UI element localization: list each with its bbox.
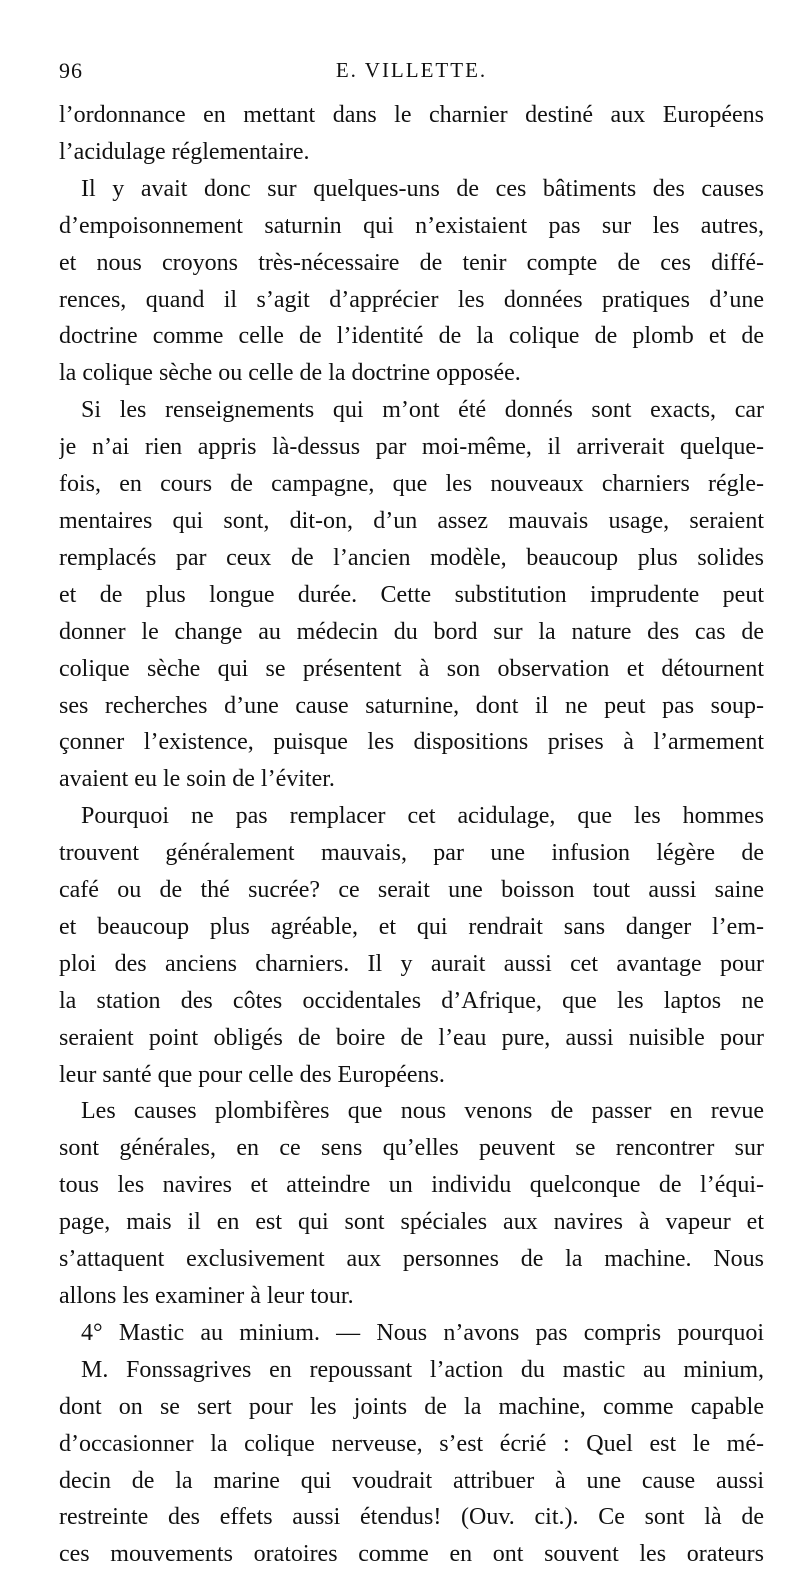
- text-line: fois, en cours de campagne, que les nouveaux charniers régle-: [59, 471, 764, 498]
- text-line: mentaires qui sont, dit-on, d’un assez mauvais usage, seraient: [59, 507, 764, 534]
- text-line: restreinte des effets aussi étendus! (Ouv. cit.). Ce sont là de: [59, 1504, 764, 1531]
- text-line: et beaucoup plus agréable, et qui rendrait sans danger l’em-: [59, 913, 764, 940]
- text-line: ces mouvements oratoires comme en ont souvent les orateurs: [59, 1541, 764, 1568]
- text-line: donner le change au médecin du bord sur la nature des cas de: [59, 618, 764, 645]
- page-header: [59, 58, 764, 92]
- text-line: Pourquoi ne pas remplacer cet acidulage, que les hommes: [81, 803, 764, 830]
- text-line: ploi des anciens charniers. Il y aurait aussi cet avantage pour: [59, 950, 764, 977]
- text-line: decin de la marine qui voudrait attribuer à une cause aussi: [59, 1467, 764, 1494]
- text-line: dont on se sert pour les joints de la machine, comme capable: [59, 1393, 764, 1420]
- text-line: leur santé que pour celle des Européens.: [59, 1061, 445, 1088]
- text-line: Si les renseignements qui m’ont été donnés sont exacts, car: [81, 397, 764, 424]
- text-line: je n’ai rien appris là-dessus par moi-même, il arriverait quelque-: [59, 434, 764, 461]
- text-line: doctrine comme celle de l’identité de la colique de plomb et de: [59, 323, 764, 350]
- text-line: avaient eu le soin de l’éviter.: [59, 766, 335, 793]
- text-line: d’occasionner la colique nerveuse, s’est écrié : Quel est le mé-: [59, 1430, 764, 1457]
- text-line: la colique sèche ou celle de la doctrine opposée.: [59, 360, 521, 387]
- text-line: 4° Mastic au minium. — Nous n’avons pas compris pourquoi: [81, 1319, 764, 1346]
- running-head: E. VILLETTE.: [335, 58, 488, 82]
- text-line: l’ordonnance en mettant dans le charnier destiné aux Européens: [59, 102, 764, 128]
- text-line: et nous croyons très-nécessaire de tenir compte de ces diffé-: [59, 249, 764, 276]
- text-line: la station des côtes occidentales d’Afrique, que les laptos ne: [59, 987, 764, 1014]
- text-line: sont générales, en ce sens qu’elles peuvent se rencontrer sur: [59, 1135, 764, 1162]
- text-line: Les causes plombifères que nous venons de passer en revue: [81, 1098, 764, 1125]
- text-line: ses recherches d’une cause saturnine, dont il ne peut pas soup-: [59, 692, 764, 719]
- text-line: page, mais il en est qui sont spéciales aux navires à vapeur et: [59, 1209, 764, 1236]
- text-line: colique sèche qui se présentent à son observation et détournent: [59, 655, 764, 682]
- text-line: M. Fonssagrives en repoussant l’action du mastic au minium,: [81, 1356, 764, 1383]
- text-line: remplacés par ceux de l’ancien modèle, beaucoup plus solides: [59, 544, 764, 571]
- text-line: l’acidulage réglementaire.: [59, 138, 310, 165]
- text-line: Il y avait donc sur quelques-uns de ces bâtiments des causes: [81, 175, 764, 202]
- text-line: et de plus longue durée. Cette substitution imprudente peut: [59, 581, 764, 608]
- body-text: [59, 97, 764, 1573]
- text-line: café ou de thé sucrée? ce serait une boisson tout aussi saine: [59, 877, 764, 904]
- text-line: allons les examiner à leur tour.: [59, 1283, 354, 1309]
- text-line: d’empoisonnement saturnin qui n’existaient pas sur les autres,: [59, 212, 764, 239]
- text-line: çonner l’existence, puisque les dispositions prises à l’armement: [59, 729, 764, 756]
- text-line: s’attaquent exclusivement aux personnes de la machine. Nous: [59, 1246, 764, 1273]
- text-line: rences, quand il s’agit d’apprécier les données pratiques d’une: [59, 286, 764, 313]
- text-line: trouvent généralement mauvais, par une infusion légère de: [59, 840, 764, 867]
- text-line: tous les navires et atteindre un individu quelconque de l’équi-: [59, 1172, 764, 1199]
- text-line: seraient point obligés de boire de l’eau pure, aussi nuisible pour: [59, 1024, 764, 1051]
- page-number: 96: [59, 58, 83, 83]
